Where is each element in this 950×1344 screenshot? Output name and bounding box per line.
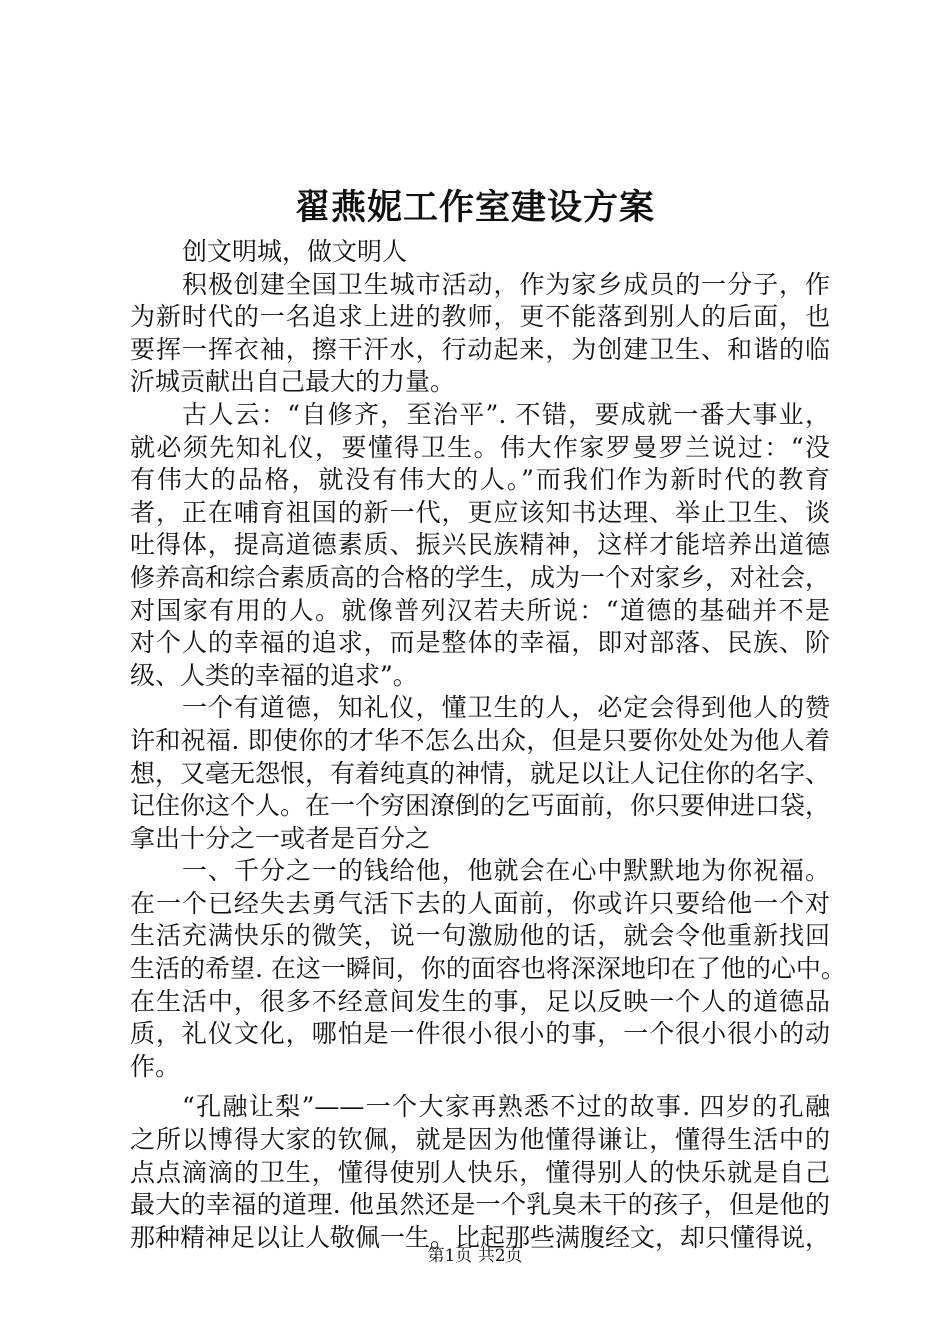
text-line: 许和祝福. 即使你的才华不怎么出众，但是只要你处处为他人着	[130, 725, 830, 755]
paragraph	[130, 269, 830, 399]
text-line: 有伟大的品格，就没有伟大的人。”而我们作为新时代的教育	[130, 465, 830, 495]
text-line: 对个人的幸福的追求，而是整体的幸福，即对部落、民族、阶	[130, 628, 830, 658]
text-line: 沂城贡献出自己最大的力量。	[130, 367, 456, 397]
text-line: 就必须先知礼仪，要懂得卫生。伟大作家罗曼罗兰说过：“没	[130, 432, 830, 462]
text-line: 为新时代的一名追求上进的教师，更不能落到别人的后面，也	[130, 302, 830, 332]
text-line: 记住你这个人。在一个穷困潦倒的乞丐面前，你只要伸进口袋，	[130, 791, 831, 821]
text-line: 对国家有用的人。就像普列汉若夫所说：“道德的基础并不是	[130, 595, 830, 625]
text-line: 积极创建全国卫生城市活动，作为家乡成员的一分子，作	[182, 269, 830, 299]
paragraph	[130, 399, 830, 692]
page-footer: 第1页 共2页	[427, 1246, 523, 1266]
text-line: 一、千分之一的钱给他，他就会在心中默默地为你祝福。	[182, 856, 830, 886]
text-line: 级、人类的幸福的追求”。	[130, 660, 418, 690]
text-line: 在生活中，很多不经意间发生的事，足以反映一个人的道德品	[130, 986, 830, 1016]
text-line: 生活充满快乐的微笑，说一句激励他的话，就会令他重新找回	[130, 921, 830, 951]
text-line: 吐得体，提高道德素质、振兴民族精神，这样才能培养出道德	[130, 530, 830, 560]
text-line: 那种精神足以让人敬佩一生。比起那些满腹经文，却只懂得说，	[130, 1222, 831, 1252]
text-line: 要挥一挥衣袖，擦干汗水，行动起来，为创建卫生、和谐的临	[130, 334, 830, 364]
text-line: 在一个已经失去勇气活下去的人面前，你或许只要给他一个对	[130, 888, 830, 918]
text-line: 拿出十分之一或者是百分之	[130, 823, 431, 853]
text-line: 古人云：“自修齐，至治平”. 不错，要成就一番大事业，	[182, 399, 830, 429]
text-line: 之所以博得大家的钦佩，就是因为他懂得谦让，懂得生活中的	[130, 1125, 830, 1155]
text-line: 最大的幸福的道理. 他虽然还是一个乳臭未干的孩子，但是他的	[130, 1190, 830, 1220]
text-line: 作。	[130, 1051, 181, 1081]
text-line: 者，正在哺育祖国的新一代，更应该知书达理、举止卫生、谈	[130, 497, 830, 527]
text-line: 质，礼仪文化，哪怕是一件很小很小的事，一个很小很小的动	[130, 1019, 830, 1049]
text-line: 生活的希望. 在这一瞬间，你的面容也将深深地印在了他的心中。	[130, 954, 846, 984]
text-line: “孔融让梨”——一个大家再熟悉不过的故事. 四岁的孔融	[182, 1092, 830, 1122]
paragraph	[130, 236, 830, 269]
text-line: 创文明城，做文明人	[182, 237, 408, 266]
paragraph	[130, 692, 830, 855]
document-body	[130, 236, 846, 1254]
text-line: 一个有道德，知礼仪，懂卫生的人，必定会得到他人的赞	[182, 693, 830, 723]
text-line: 点点滴滴的卫生，懂得使别人快乐，懂得别人的快乐就是自己	[130, 1157, 830, 1187]
paragraph	[130, 855, 846, 1083]
paragraph	[130, 1091, 830, 1254]
text-line: 修养高和综合素质高的合格的学生，成为一个对家乡，对社会，	[130, 562, 831, 592]
text-line: 想，又毫无怨恨，有着纯真的神情，就足以让人记住你的名字、	[130, 758, 831, 788]
document-title: 翟燕妮工作室建设方案	[294, 187, 655, 228]
